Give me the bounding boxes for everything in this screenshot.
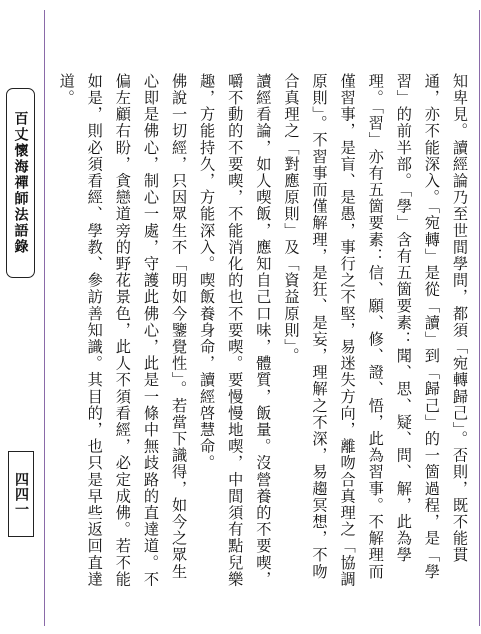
paragraph-3: 佛說一切經，只因眾生不「明如今鑒覺性」。若當下識得，如今之眾生心即是佛心，制心一處，守護此佛心，此是一條中無歧路的直達道。不偏左顧右盼，貪戀道旁的野花景色，此人不須看經，必定成佛。若不能如是，則必須看經、學教、參訪善知識。其目的，也只是早些返回直達道。 bbox=[57, 73, 189, 588]
body-text bbox=[52, 73, 474, 593]
book-title-box bbox=[6, 88, 35, 278]
page-number-box bbox=[8, 451, 34, 537]
book-title: 百丈懷海禪師法語錄 bbox=[12, 111, 29, 255]
paragraph-1: 知卑見。讀經論乃至世間學問，都須「宛轉歸己」。否則，既不能貫通，亦不能深入。「宛轉」是從「讀」到「歸己」的一箇過程，是「學習」的前半部。「學」含有五箇要素：聞、思、疑、問、解，此為學理。「習」亦有五箇要素：信、願、修、證、悟，此為習事。不解理而僅習事，是盲、是愚，事行之不堅，易迷失方向，離吻合真理之「協調原則」。不習事而僅解理，是狂、是妄，理解之不深，易趨冥想，不吻合真理之「對應原則」及「資益原則」。 bbox=[282, 73, 469, 588]
paragraph-2: 讀經看論，如人喫飯，應知自己口味，體質，飯量。沒營養的不要喫，嚼不動的不要喫，不能消化的也不要喫。要慢慢地喫，中間須有點兒樂趣，方能持久，方能深入。喫飯養身命，讀經啓慧命。 bbox=[198, 73, 273, 588]
page-number: 四四一 bbox=[13, 471, 29, 517]
